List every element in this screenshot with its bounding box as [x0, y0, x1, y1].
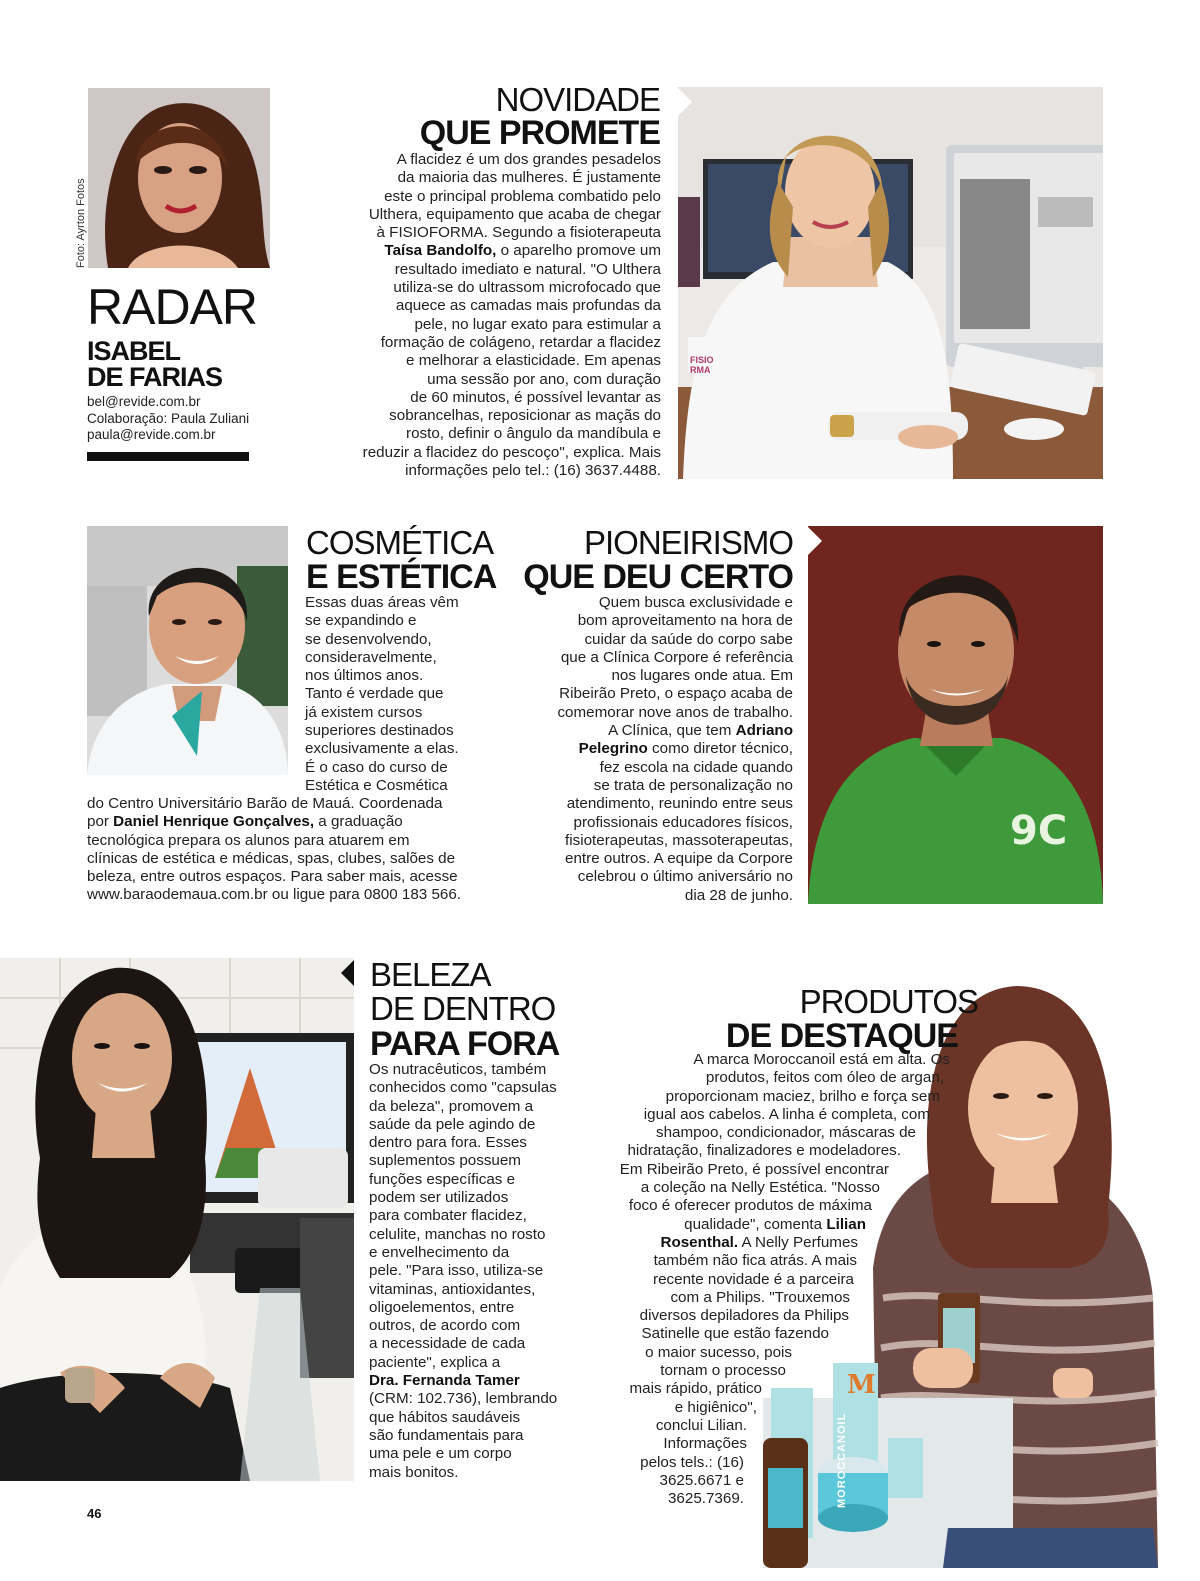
produtos-line: recente novidade é a parceira	[653, 1270, 854, 1288]
novidade-line: aquece as camadas mais profundas da	[395, 297, 661, 315]
cosmetica-line: se desenvolvendo,	[305, 630, 432, 648]
pioneirismo-line: cuidar da saúde do corpo sabe	[584, 630, 793, 648]
novidade-line: reduzir a flacidez do pescoço", explica. Mais	[362, 443, 661, 461]
novidade-line: este o principal problema combatido pelo	[384, 187, 661, 205]
column-title: RADAR	[87, 279, 258, 335]
cosmetica-line: do Centro Universitário Barão de Mauá. Coordenada	[87, 795, 443, 812]
beleza-line: saúde da pele agindo de	[369, 1115, 536, 1133]
beleza-line: da beleza", promovem a	[369, 1097, 534, 1115]
author-name-line1: ISABEL	[87, 336, 181, 366]
cosmetica-line: já existem cursos	[305, 703, 423, 721]
beleza-photo	[0, 958, 354, 1481]
produtos-line: igual aos cabelos. A linha é completa, com	[643, 1105, 930, 1123]
cosmetica-line: tecnológica prepara os alunos para atuarem em	[87, 831, 410, 849]
contact-email-2[interactable]: paula@revide.com.br	[87, 427, 216, 442]
cosmetica-photo	[87, 526, 288, 775]
contact-email[interactable]: bel@revide.com.br	[87, 394, 201, 409]
pioneirismo-line: profissionais educadores físicos,	[573, 813, 793, 831]
cosmetica-line: por Daniel Henrique Gonçalves, a graduação	[87, 813, 403, 831]
pioneirismo-line: comemorar nove anos de trabalho.	[557, 703, 793, 721]
beleza-line: celulite, manchas no rosto	[369, 1225, 546, 1243]
produtos-line: foco é oferecer produtos de máxima	[628, 1197, 872, 1215]
novidade-line: rosto, definir o ângulo da mandíbula e	[406, 425, 661, 443]
cosmetica-line: Estética e Cosmética	[305, 776, 448, 794]
pioneirismo-photo	[808, 526, 1103, 904]
pioneirismo-line: que a Clínica Corpore é referência	[560, 648, 793, 666]
beleza-headline: PARA FORA	[370, 1025, 560, 1063]
cosmetica-line: É o caso do curso de	[305, 758, 448, 776]
beleza-line: (CRM: 102.736), lembrando	[369, 1390, 558, 1408]
cosmetica-text-upper	[305, 594, 535, 795]
beleza-line	[369, 1372, 599, 1390]
produtos-line: com a Philips. "Trouxemos	[670, 1288, 850, 1306]
columnist-photo	[88, 88, 270, 268]
produtos-line: o maior sucesso, pois	[645, 1343, 792, 1361]
cosmetica-kicker: COSMÉTICA	[306, 524, 494, 561]
produtos-line: Satinelle que estão fazendo	[641, 1325, 829, 1343]
beleza-line: paciente", explica a	[369, 1353, 501, 1371]
cosmetica-line: se expandindo e	[305, 612, 417, 630]
beleza-line: a necessidade de cada	[369, 1335, 526, 1353]
novidade-line: e melhorar a elasticidade. Em apenas	[406, 352, 661, 370]
beleza-line: funções específicas e	[369, 1170, 516, 1188]
novidade-line: pele, no lugar exato para estimular a	[414, 315, 661, 333]
page-number: 46	[87, 1506, 102, 1521]
brand-label: MOROCCANOIL	[836, 1412, 848, 1508]
novidade-line: uma sessão por ano, com duração	[427, 370, 661, 388]
beleza-line: são fundamentais para	[369, 1426, 524, 1444]
beleza-line: pele. "Para isso, utiliza-se	[369, 1262, 544, 1280]
beleza-kicker-1: BELEZA	[370, 956, 491, 993]
pioneirismo-text	[510, 594, 793, 905]
novidade-line: da maioria das mulheres. É justamente	[397, 169, 661, 187]
produtos-line: A marca Moroccanoil está em alta. Os	[693, 1051, 950, 1068]
novidade-line: formação de colágeno, retardar a flacidez	[380, 333, 661, 351]
pioneirismo-arrow-icon	[808, 527, 822, 555]
beleza-line: dentro para fora. Esses	[369, 1134, 527, 1152]
cosmetica-line: clínicas de estética e médicas, spas, clubes, salões de	[87, 849, 456, 867]
novidade-line: A flacidez é um dos grandes pesadelos	[396, 151, 661, 168]
beleza-line: oligoelementos, entre	[369, 1298, 515, 1316]
novidade-headline: QUE PROMETE	[419, 114, 660, 152]
produtos-line: Rosenthal. A Nelly Perfumes	[660, 1233, 858, 1251]
beleza-line: mais bonitos.	[369, 1463, 459, 1481]
novidade-line: resultado imediato e natural. "O Ulthera	[394, 260, 661, 278]
contact-block	[87, 394, 249, 444]
pioneirismo-line: Ribeirão Preto, o espaço acaba de	[559, 685, 793, 703]
pioneirismo-line: fez escola na cidade quando	[599, 758, 793, 776]
novidade-line: informações pelo tel.: (16) 3637.4488.	[405, 462, 661, 480]
novidade-line: sobrancelhas, reposicionar as maçãs do	[389, 407, 661, 425]
pioneirismo-line: nos lugares onde atua. Em	[611, 667, 793, 685]
cosmetica-line: Essas duas áreas vêm	[305, 594, 459, 611]
brand-mark-icon: M	[847, 1370, 876, 1400]
produtos-line: produtos, feitos com óleo de argan,	[705, 1069, 944, 1087]
beleza-line: suplementos possuem	[369, 1152, 521, 1170]
pioneirismo-line: bom aproveitamento na hora de	[577, 612, 793, 630]
produtos-line: mais rápido, prático	[629, 1380, 762, 1398]
produtos-line: e higiênico",	[674, 1398, 757, 1416]
pioneirismo-headline: QUE DEU CERTO	[523, 558, 793, 596]
cosmetica-bold-name: Daniel Henrique Gonçalves,	[113, 813, 315, 831]
beleza-line: para combater flacidez,	[369, 1207, 527, 1225]
author-name-line2: DE FARIAS	[87, 362, 223, 392]
produtos-line: também não fica atrás. A mais	[653, 1252, 857, 1270]
pioneirismo-line: Pelegrino como diretor técnico,	[578, 740, 793, 758]
cosmetica-text-lower	[87, 795, 507, 905]
novidade-line: utiliza-se do ultrassom microfocado que	[393, 279, 661, 297]
cosmetica-headline: E ESTÉTICA	[306, 558, 497, 596]
shirt-print: 9C	[1010, 808, 1068, 854]
pioneirismo-line: celebrou o último aniversário no	[577, 868, 793, 886]
pioneirismo-line: Quem busca exclusividade e	[598, 594, 793, 611]
produtos-line: diversos depiladores da Philips	[639, 1307, 849, 1325]
pioneirismo-kicker: PIONEIRISMO	[583, 524, 793, 561]
pioneirismo-line: dia 28 de junho.	[684, 886, 793, 904]
produtos-line: Informações	[663, 1435, 747, 1453]
novidade-kicker: NOVIDADE	[495, 81, 660, 118]
cosmetica-line: nos últimos anos.	[305, 667, 424, 685]
produtos-headline: DE DESTAQUE	[725, 1017, 958, 1055]
novidade-bold-name: Taísa Bandolfo,	[384, 242, 497, 260]
novidade-line: Taísa Bandolfo, o aparelho promove um	[384, 242, 661, 260]
pioneirismo-bold-name-1: Adriano	[735, 722, 793, 740]
novidade-line: de 60 minutos, é possível levantar as	[410, 388, 661, 406]
produtos-bold-name-2: Rosenthal.	[660, 1233, 739, 1251]
beleza-arrow-icon	[341, 960, 354, 986]
produtos-line: 3625.6671 e	[659, 1471, 744, 1489]
novidade-text	[330, 151, 661, 480]
photo-credit: Foto: Ayrton Fotos	[75, 178, 87, 268]
pioneirismo-line: fisioterapeutas, massoterapeutas,	[565, 831, 793, 849]
beleza-line: vitaminas, antioxidantes,	[369, 1280, 536, 1298]
produtos-kicker: PRODUTOS	[799, 983, 978, 1020]
beleza-line: conhecidos como "capsulas	[369, 1079, 557, 1097]
cosmetica-line: beleza, entre outros espaços. Para saber mais, acesse	[87, 868, 458, 886]
produtos-line: 3625.7369.	[667, 1490, 744, 1508]
beleza-line: e envelhecimento da	[369, 1243, 510, 1261]
cosmetica-line: Tanto é verdade que	[305, 685, 444, 703]
collaboration-credit: Colaboração: Paula Zuliani	[87, 410, 250, 426]
produtos-line: qualidade", comenta Lilian	[684, 1215, 866, 1233]
produtos-line: a coleção na Nelly Estética. "Nosso	[640, 1179, 880, 1197]
column-divider	[87, 452, 249, 461]
beleza-line: uma pele e um corpo	[369, 1445, 512, 1463]
cosmetica-line: consideravelmente,	[305, 648, 437, 666]
pioneirismo-line: atendimento, reunindo entre seus	[566, 795, 793, 813]
novidade-arrow-icon	[678, 88, 692, 116]
pioneirismo-line: A Clínica, que tem Adriano	[608, 722, 793, 740]
cosmetica-line: superiores destinados	[305, 722, 454, 740]
cosmetica-line: exclusivamente a elas.	[305, 740, 459, 758]
beleza-kicker-2: DE DENTRO	[370, 990, 556, 1027]
novidade-line: à FISIOFORMA. Segundo a fisioterapeuta	[376, 224, 661, 242]
beleza-line: outros, de acordo com	[369, 1317, 521, 1335]
pioneirismo-line: entre outros. A equipe da Corpore	[565, 850, 793, 868]
clinic-badge: FISIO RMA	[690, 355, 714, 375]
beleza-line: Os nutracêuticos, também	[369, 1061, 547, 1078]
novidade-line: Ulthera, equipamento que acaba de chegar	[368, 205, 661, 223]
pioneirismo-bold-name-2: Pelegrino	[578, 740, 648, 758]
beleza-bold-name: Dra. Fernanda Tamer	[369, 1372, 520, 1390]
beleza-line: podem ser utilizados	[369, 1189, 509, 1207]
produtos-line: proporcionam maciez, brilho e força sem	[665, 1087, 940, 1105]
beleza-text	[369, 1061, 599, 1482]
produtos-line: hidratação, finalizadores e modeladores.	[627, 1142, 901, 1160]
produtos-line: Em Ribeirão Preto, é possível encontrar	[619, 1160, 889, 1178]
produtos-line: conclui Lilian.	[655, 1416, 747, 1434]
cosmetica-link-line[interactable]: www.baraodemaua.com.br ou ligue para 0800 183 566.	[87, 886, 462, 904]
pioneirismo-line: se trata de personalização no	[593, 776, 793, 794]
novidade-photo	[678, 87, 1103, 479]
produtos-text	[610, 1051, 950, 1508]
produtos-line: pelos tels.: (16)	[640, 1453, 744, 1471]
produtos-line: tornam o processo	[660, 1362, 786, 1380]
produtos-line: shampoo, condicionador, máscaras de	[655, 1124, 916, 1142]
produtos-bold-name-1: Lilian	[826, 1215, 866, 1233]
beleza-line: que hábitos saudáveis	[369, 1408, 521, 1426]
